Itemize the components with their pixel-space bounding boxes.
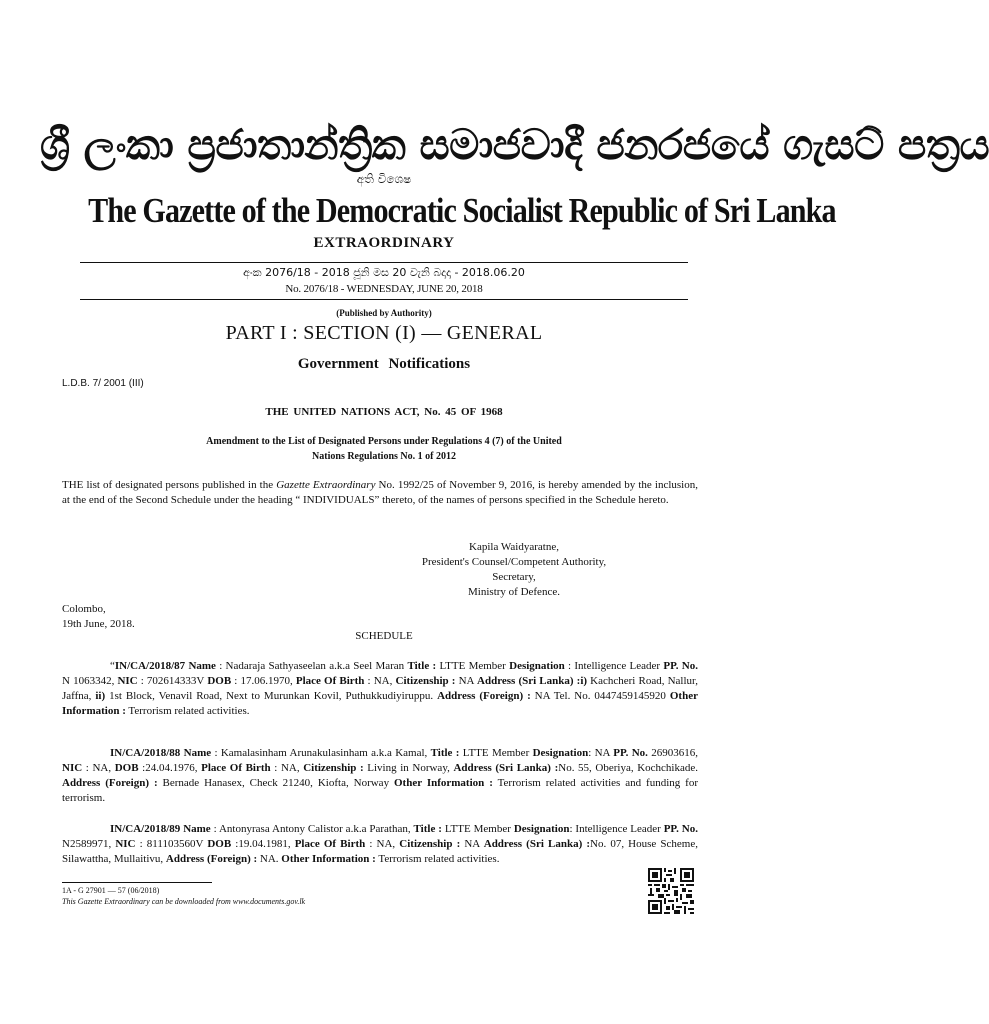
pp-label: PP. No.: [663, 660, 698, 672]
foreign-address-label: Address (Foreign) :: [437, 690, 531, 702]
entry-title: LTTE Member: [436, 660, 510, 672]
amendment-line-2: Nations Regulations No. 1 of 2012: [312, 451, 456, 462]
nic-label: NIC: [115, 838, 136, 850]
amendment-line-1: Amendment to the List of Designated Persons under Regulations 4 (7) of the United: [206, 436, 562, 447]
issue-line-english: No. 2076/18 - WEDNESDAY, JUNE 20, 2018: [285, 283, 483, 295]
schedule-heading: SCHEDULE: [355, 630, 413, 642]
signatory-ministry: Ministry of Defence.: [468, 586, 560, 598]
address-label: Address (Sri Lanka) :i): [477, 675, 588, 687]
place: Colombo,: [62, 603, 106, 615]
title-label: Title :: [407, 660, 437, 672]
entry-address-2: 1st Block, Venavil Road, Next to Murunkan Kovil, Puthukkudiyiruppu.: [105, 690, 438, 702]
foreign-address-label: Address (Foreign) :: [62, 777, 158, 789]
intro-text-1: THE list of designated persons published in the: [62, 479, 277, 491]
other-info-label: Other Information :: [281, 853, 376, 865]
entry-pob: : NA,: [270, 762, 304, 774]
intro-gazette-italic: Gazette Extraordinary: [276, 479, 376, 491]
footer-print-code: 1A - G 27901 — 57 (06/2018): [62, 886, 160, 895]
entry-address: No. 07, House Scheme, Silawattha, Mullaitivu,: [62, 838, 698, 865]
signatory-role: President's Counsel/Competent Authority,: [421, 556, 607, 568]
sinhala-title: ශ්‍රී ලංකා ප්‍රජාතාන්ත්‍රික සමාජවාදී ජනරජයේ ගැසට් පත්‍රය: [40, 120, 989, 169]
qr-code-icon: [648, 868, 694, 914]
citizenship-label: Citizenship :: [395, 675, 456, 687]
name-label: Name: [188, 660, 216, 672]
entry-foreign-address: NA Tel. No. 0447459145920: [530, 690, 670, 702]
signature-block: [374, 540, 634, 600]
designation-label: Designation: [509, 660, 565, 672]
entry-id: IN/CA/2018/88: [110, 747, 181, 759]
entry-foreign-address: NA.: [257, 853, 282, 865]
entry-foreign-address: Bernade Hanasex, Check 21240, Kiofta, Norway: [157, 777, 394, 789]
part-section-heading: PART I : SECTION (I) — GENERAL: [225, 322, 543, 344]
citizenship-label: Citizenship :: [399, 838, 461, 850]
schedule-entry: [62, 822, 698, 867]
date: 19th June, 2018.: [62, 618, 135, 630]
extraordinary-label: EXTRAORDINARY: [313, 235, 455, 251]
entry-designation: : NA: [588, 747, 614, 759]
place-date: [62, 602, 135, 632]
published-by-authority: (Published by Authority): [336, 308, 432, 318]
government-notifications-heading: Government Notifications: [297, 356, 471, 372]
dob-label: DOB: [207, 675, 232, 687]
entry-address: No. 55, Oberiya, Kochchikade.: [558, 762, 698, 774]
footer-download-note: This Gazette Extraordinary can be downloaded from www.documents.gov.lk: [62, 897, 306, 906]
entry-name: : Kamalasinham Arunakulasinham a.k.a Kamal,: [211, 747, 431, 759]
nic-label: NIC: [62, 762, 83, 774]
entry-title: LTTE Member: [459, 747, 533, 759]
entry-designation: : Intelligence Leader: [564, 660, 664, 672]
entry-id: IN/CA/2018/87: [114, 660, 186, 672]
other-info-label: Other Information :: [62, 690, 698, 717]
entry-pob: : NA,: [365, 838, 400, 850]
pob-label: Place Of Birth: [294, 838, 366, 850]
address-label: Address (Sri Lanka) :: [453, 762, 559, 774]
entry-pp: N 1063342,: [62, 675, 118, 687]
english-title: The Gazette of the Democratic Socialist Republic of Sri Lanka: [88, 191, 836, 230]
entry-name: : Nadaraja Sathyaseelan a.k.a Seel Maran: [215, 660, 408, 672]
designation-label: Designation: [513, 823, 570, 835]
dob-label: DOB: [114, 762, 139, 774]
foreign-address-label: Address (Foreign) :: [165, 853, 258, 865]
intro-paragraph: [62, 478, 698, 508]
title-label: Title :: [413, 823, 442, 835]
intro-text-2: No. 1992/25 of November 9, 2016, is hereby amended by the inclusion, at the end of the Second Schedule under the heading “ INDIVIDUALS” thereto, of the names of persons specified in the Schedule hereto.: [62, 479, 698, 506]
ldb-reference: L.D.B. 7/ 2001 (III): [62, 378, 144, 389]
entry-title: LTTE Member: [441, 823, 514, 835]
footer-rule: [62, 882, 212, 883]
entry-nic: : 702614333V: [137, 675, 208, 687]
entry-dob: :19.04.1981,: [231, 838, 295, 850]
act-title: THE UNITED NATIONS ACT, No. 45 OF 1968: [265, 406, 503, 418]
schedule-entry: [62, 746, 698, 806]
header-rule-bottom: [80, 299, 688, 300]
issue-line-sinhala: අංක 2076/18 - 2018 ජූනි මස 20 වැනි බදාදා - 2018.06.20: [243, 266, 525, 279]
pob-label: Place Of Birth: [295, 675, 365, 687]
entry-nic: : NA,: [82, 762, 115, 774]
title-label: Title :: [430, 747, 460, 759]
entry-name: : Antonyrasa Antony Calistor a.k.a Parathan,: [210, 823, 414, 835]
pp-label: PP. No.: [613, 747, 648, 759]
entry-citizenship: NA: [455, 675, 478, 687]
entry-other-info: Terrorism related activities and funding for terrorism.: [62, 777, 699, 804]
sinhala-subtitle: අති විශෙෂ: [356, 172, 412, 186]
open-quote: “: [110, 660, 115, 672]
entry-dob: :24.04.1976,: [138, 762, 202, 774]
entry-other-info: Terrorism related activities.: [125, 705, 250, 717]
pp-label: PP. No.: [663, 823, 698, 835]
schedule-entry: [62, 659, 698, 719]
address-2-label: ii): [95, 690, 106, 702]
entry-designation: : Intelligence Leader: [569, 823, 664, 835]
entry-pp: N2589971,: [62, 838, 116, 850]
address-label: Address (Sri Lanka) :: [483, 838, 591, 850]
pob-label: Place Of Birth: [201, 762, 271, 774]
entry-dob: : 17.06.1970,: [231, 675, 296, 687]
entry-other-info: Terrorism related activities.: [375, 853, 500, 865]
entry-pob: : NA,: [364, 675, 396, 687]
amendment-heading: [130, 434, 638, 464]
name-label: Name: [183, 747, 212, 759]
header-rule-top: [80, 262, 688, 263]
other-info-label: Other Information :: [394, 777, 493, 789]
entry-id: IN/CA/2018/89: [110, 823, 181, 835]
entry-citizenship: Living in Norway,: [363, 762, 454, 774]
designation-label: Designation: [532, 747, 589, 759]
signatory-name: Kapila Waidyaratne,: [469, 541, 559, 553]
entry-citizenship: NA: [460, 838, 484, 850]
nic-label: NIC: [117, 675, 138, 687]
entry-nic: : 811103560V: [135, 838, 208, 850]
citizenship-label: Citizenship :: [303, 762, 364, 774]
entry-address: Kachcheri Road, Nallur, Jaffna,: [62, 675, 698, 702]
entry-pp: 26903616,: [647, 747, 699, 759]
signatory-title: Secretary,: [492, 571, 536, 583]
name-label: Name: [183, 823, 211, 835]
dob-label: DOB: [207, 838, 232, 850]
